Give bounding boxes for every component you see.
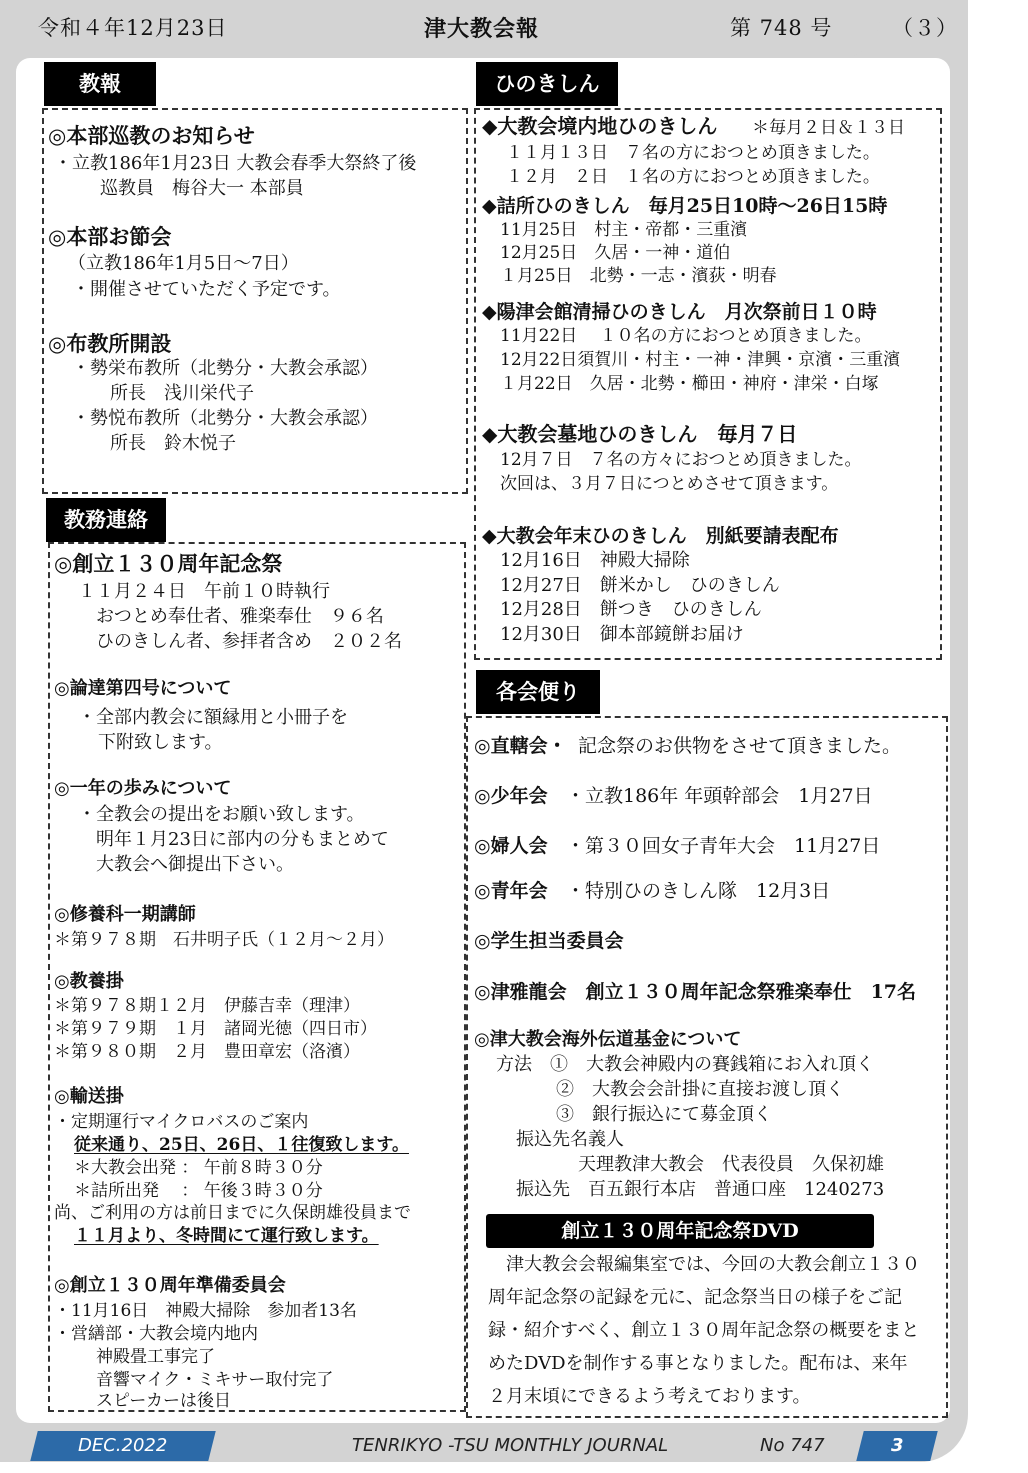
hinokishin-line: 12月７日 ７名の方々におつとめ頂きました。 [500,450,862,470]
kyomu-line: 大教会へ御提出下さい。 [96,854,294,875]
kakukai-line: 天理教津大教会 代表役員 久保初雄 [578,1154,884,1175]
kyomu-line: 尚、ご利用の方は前日までに久保朗雄役員まで [54,1203,411,1223]
kyoho-line: 所長 鈴木悦子 [110,433,236,454]
hinokishin-line: 11月22日 １０名の方におつとめ頂きました。 [500,326,872,346]
footer-page: 3 [890,1435,904,1456]
kyomu-line: ・全部内教会に額縁用と小冊子を [78,707,348,728]
issue-number: 第 748 号 [730,16,833,40]
hinokishin-line: １月22日 久居・北勢・櫛田・神府・津栄・白塚 [500,374,879,394]
hinokishin-line: ◆大教会墓地ひのきしん 毎月７日 [482,422,798,446]
hinokishin-line: 12月28日 餅つき ひのきしん [500,599,762,620]
kakukai-line: 記念祭のお供物をさせて頂きました。 [578,735,902,757]
kakukai-line: ・立教186年 年頭幹部会 1月27日 [566,785,873,807]
hinokishin-line: 12月16日 神殿大掃除 [500,550,690,571]
kakukai-line: ◎学生担当委員会 [474,930,624,952]
kyoho-line: ◎布教所開設 [48,331,172,356]
kyomu-line: おつとめ奉仕者、雅楽奉仕 ９６名 [96,606,384,627]
page-number: （３） [892,16,958,40]
kyomu-line: ひのきしん者、参拝者含め ２０２名 [96,631,402,652]
kakukai-tab: 各会便り [476,670,600,714]
kakukai-line: ◎津雅龍会 創立１３０周年記念祭雅楽奉仕 17名 [474,981,917,1003]
kyomu-line: ◎創立１３０周年記念祭 [54,551,283,576]
kakukai-line: ③ 銀行振込にて募金頂く [556,1104,772,1125]
kyomu-line: ◎教養掛 [54,971,124,992]
kyoho-line: ◎本部巡教のお知らせ [48,123,255,148]
kakukai-line: ◎青年会 [474,880,548,902]
footer-issue-number: No 747 [760,1435,825,1456]
kyomu-line: ＊第９８０期 ２月 豊田章宏（洛濱） [54,1042,360,1062]
footer-page-badge [856,1431,937,1461]
hinokishin-line: ＊毎月２日＆１３日 [752,118,905,138]
kyoho-tab: 教報 [44,62,156,106]
hinokishin-line: ◆詰所ひのきしん 毎月25日10時～26日15時 [482,195,888,217]
dvd-title-bar: 創立１３０周年記念祭DVD [486,1214,874,1248]
kakukai-line: 方法 ① 大教会神殿内の賽銭箱にお入れ頂く [496,1054,874,1075]
kyoho-line: （立教186年1月5日～7日） [68,253,299,274]
kyomu-line: １１月より、冬時間にて運行致します。 [74,1226,379,1246]
kyoho-line: ◎本部お節会 [48,224,172,249]
kyoho-line: ・勢栄布教所（北勢分・大教会承認） [72,358,378,379]
kyomu-tab: 教務連絡 [46,498,166,542]
footer-journal-name: TENRIKYO -TSU MONTHLY JOURNAL [352,1435,669,1456]
hinokishin-line: １月25日 北勢・一志・濱荻・明春 [500,266,777,286]
kyomu-line: ・営繕部・大教会境内地内 [54,1324,258,1344]
hinokishin-line: 11月25日 村主・帝都・三重濱 [500,220,748,240]
hinokishin-line: 12月25日 久居・一神・道伯 [500,243,731,263]
dvd-text-line: 周年記念祭の記録を元に、記念祭当日の様子をご記 [488,1287,902,1308]
hinokishin-line: ◆大教会境内地ひのきしん [482,114,718,138]
hinokishin-line: １１月１３日 ７名の方におつとめ頂きました。 [506,143,880,163]
kyomu-line: スピーカーは後日 [96,1391,231,1411]
hinokishin-line: 次回は、３月７日につとめさせて頂きます。 [500,474,839,494]
kyomu-line: ・11月16日 神殿大掃除 参加者13名 [54,1301,357,1321]
hinokishin-line: ◆大教会年末ひのきしん 別紙要請表配布 [482,525,839,547]
kyomu-line: ＊第９７９期 １月 諸岡光徳（四日市） [54,1019,377,1039]
kyoho-line: 所長 浅川栄代子 [110,383,254,404]
kyomu-line: ◎輸送掛 [54,1086,124,1107]
kyomu-line: ＊第９７８期 石井明子氏（１２月～２月） [54,930,394,950]
kyomu-line: ◎修養科一期講師 [54,904,196,925]
kakukai-line: 振込先 百五銀行本店 普通口座 1240273 [516,1179,885,1200]
kyomu-line: ・定期運行マイクロバスのご案内 [54,1112,309,1132]
kakukai-line: ◎直轄会・ [474,735,567,757]
dvd-text-line: ２月末頃にできるよう考えております。 [488,1386,811,1407]
kakukai-line: ◎少年会 [474,785,548,807]
kyoho-line: 巡教員 梅谷大一 本部員 [100,178,304,199]
hinokishin-line: ◆陽津会館清掃ひのきしん 月次祭前日１０時 [482,301,877,323]
kyomu-line: ＊大教会出発 ： 午前８時３０分 [74,1158,323,1178]
kyoho-line: ・勢悦布教所（北勢分・大教会承認） [72,408,378,429]
footer-date: DEC.2022 [78,1435,168,1456]
hinokishin-line: 12月27日 餅米かし ひのきしん [500,575,780,596]
kakukai-line: ・第３０回女子青年大会 11月27日 [566,835,881,857]
issue-date: 令和４年12月23日 [38,16,228,40]
kakukai-line: ◎婦人会 [474,835,548,857]
kyoho-line: ・立教186年1月23日 大教会春季大祭終了後 [54,153,417,174]
hinokishin-line: 12月30日 御本部鏡餅お届け [500,624,744,645]
kyomu-line: ◎創立１３０周年準備委員会 [54,1275,286,1296]
kyomu-line: ◎一年の歩みについて [54,778,232,799]
footer-date-badge [30,1431,215,1461]
kyomu-line: 従来通り、25日、26日、１往復致します。 [74,1135,409,1155]
kyomu-line: ◎論達第四号について [54,678,232,699]
kyomu-line: 明年１月23日に部内の分もまとめて [96,829,389,850]
kyoho-line: ・開催させていただく予定です。 [72,279,341,300]
kyomu-line: 下附致します。 [98,732,223,753]
kyomu-line: ・全教会の提出をお願い致します。 [78,804,365,825]
kyomu-line: ＊詰所出発 ： 午後３時３０分 [74,1181,323,1201]
kyomu-line: 神殿畳工事完了 [96,1347,215,1367]
kyomu-line: １１月２４日 午前１０時執行 [78,581,330,602]
dvd-text-line: めたDVDを制作する事となりました。配布は、来年 [488,1353,908,1374]
hinokishin-line: １２月 ２日 １名の方におつとめ頂きました。 [506,167,880,187]
hinokishin-tab: ひのきしん [476,62,618,106]
newsletter-title: 津大教会報 [424,16,540,42]
kakukai-line: 振込先名義人 [516,1129,624,1150]
hinokishin-line: 12月22日須賀川・村主・一神・津興・京濱・三重濱 [500,350,901,370]
dvd-text-line: 津大教会会報編集室では、今回の大教会創立１３０ [506,1254,920,1275]
kakukai-line: ・特別ひのきしん隊 12月3日 [566,880,831,902]
kakukai-line: ◎津大教会海外伝道基金について [474,1029,742,1050]
kyomu-line: ＊第９７８期１２月 伊藤吉幸（理津） [54,996,360,1016]
dvd-text-line: 録・紹介すべく、創立１３０周年記念祭の概要をまと [488,1320,920,1341]
kyomu-line: 音響マイク・ミキサー取付完了 [96,1370,334,1390]
kakukai-line: ② 大教会会計掛に直接お渡し頂く [556,1079,844,1100]
